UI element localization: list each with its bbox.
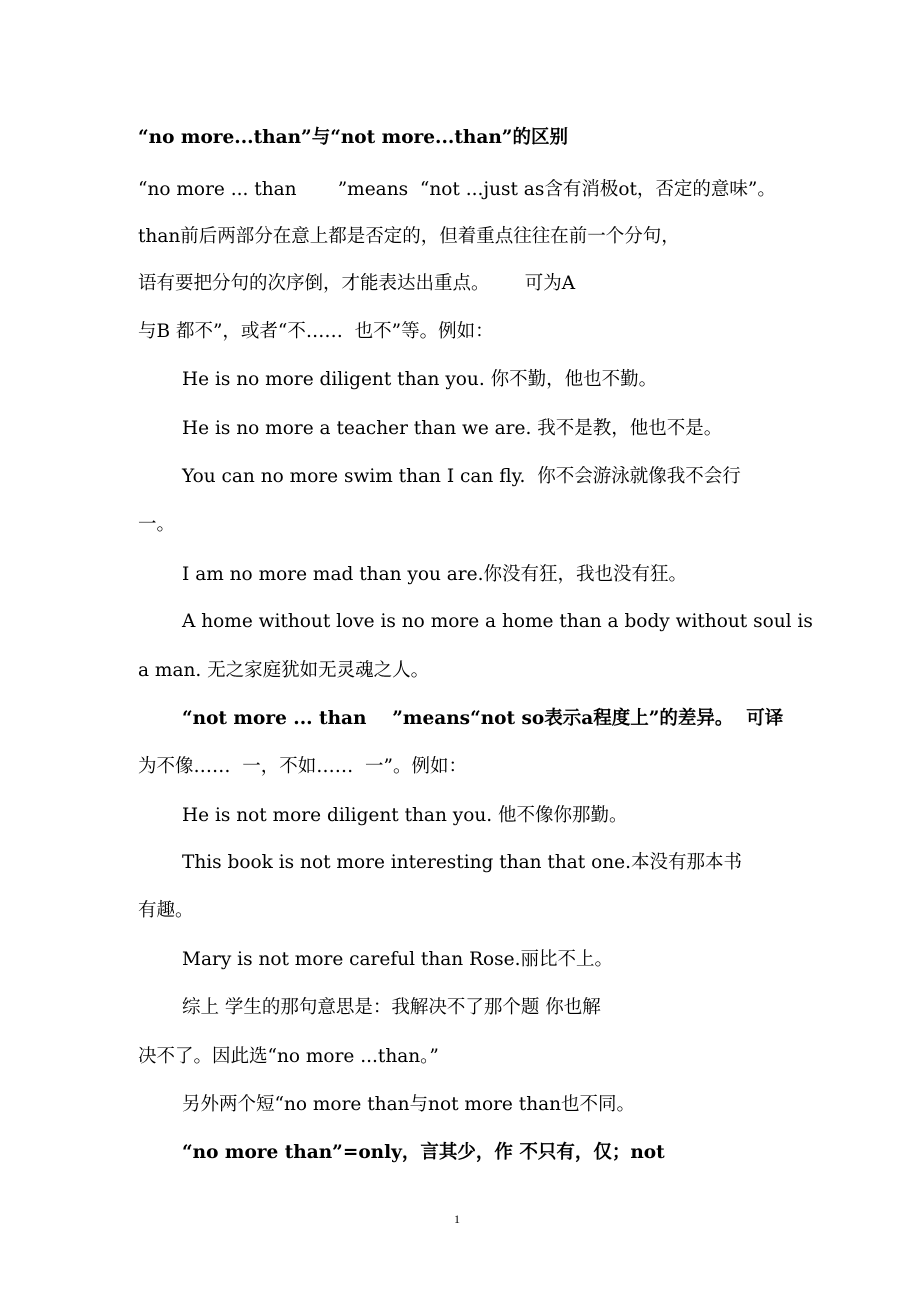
paragraph-line: “no more than”=only，言其少，作 不只有，仅；not <box>182 1142 665 1163</box>
paragraph-line: 综上 学生的那句意思是：我解决不了那个题 你也解 <box>182 997 601 1018</box>
example-sentence-continuation: 有趣。 <box>138 900 194 921</box>
example-sentence: He is no more diligent than you. 你不勤，他也不勤。 <box>182 369 658 390</box>
example-sentence: He is not more diligent than you. 他不像你那勤。 <box>182 805 628 826</box>
section-heading-line: “not more ... than ”means“not so表示a程度上”的差异。 可译 <box>182 708 784 729</box>
paragraph-line: “no more ... than ”means “not ...just as含有消极ot，否定的意味”。 <box>138 179 776 200</box>
example-sentence: He is no more a teacher than we are. 我不是教，他也不是。 <box>182 418 723 439</box>
example-sentence: You can no more swim than I can fly. 你不会游泳就像我不会行 <box>182 466 741 487</box>
example-sentence-continuation: a man. 无之家庭犹如无灵魂之人。 <box>138 660 430 681</box>
paragraph-line: 为不像…… 一，不如…… 一”。例如： <box>138 756 467 777</box>
paragraph-line: 决不了。因此选“no more ...than。” <box>138 1046 439 1067</box>
example-sentence: Mary is not more careful than Rose.丽比不上。 <box>182 949 613 970</box>
paragraph-line: 另外两个短“no more than与not more than也不同。 <box>182 1094 636 1115</box>
example-sentence: This book is not more interesting than that one.本没有那本书 <box>182 852 743 873</box>
example-sentence-continuation: 一。 <box>138 514 176 535</box>
page-number: 1 <box>454 1212 460 1226</box>
example-sentence: I am no more mad than you are.你没有狂，我也没有狂。 <box>182 564 687 585</box>
paragraph-line: 与B 都不”，或者“不…… 也不”等。例如： <box>138 321 494 342</box>
paragraph-line: 语有要把分句的次序倒，才能表达出重点。 可为A <box>138 273 576 294</box>
example-sentence: A home without love is no more a home than a body without soul is <box>182 611 813 632</box>
paragraph-line: than前后两部分在意上都是否定的，但着重点往往在前一个分句， <box>138 226 680 247</box>
document-title: “no more...than”与“not more...than”的区别 <box>138 127 568 148</box>
